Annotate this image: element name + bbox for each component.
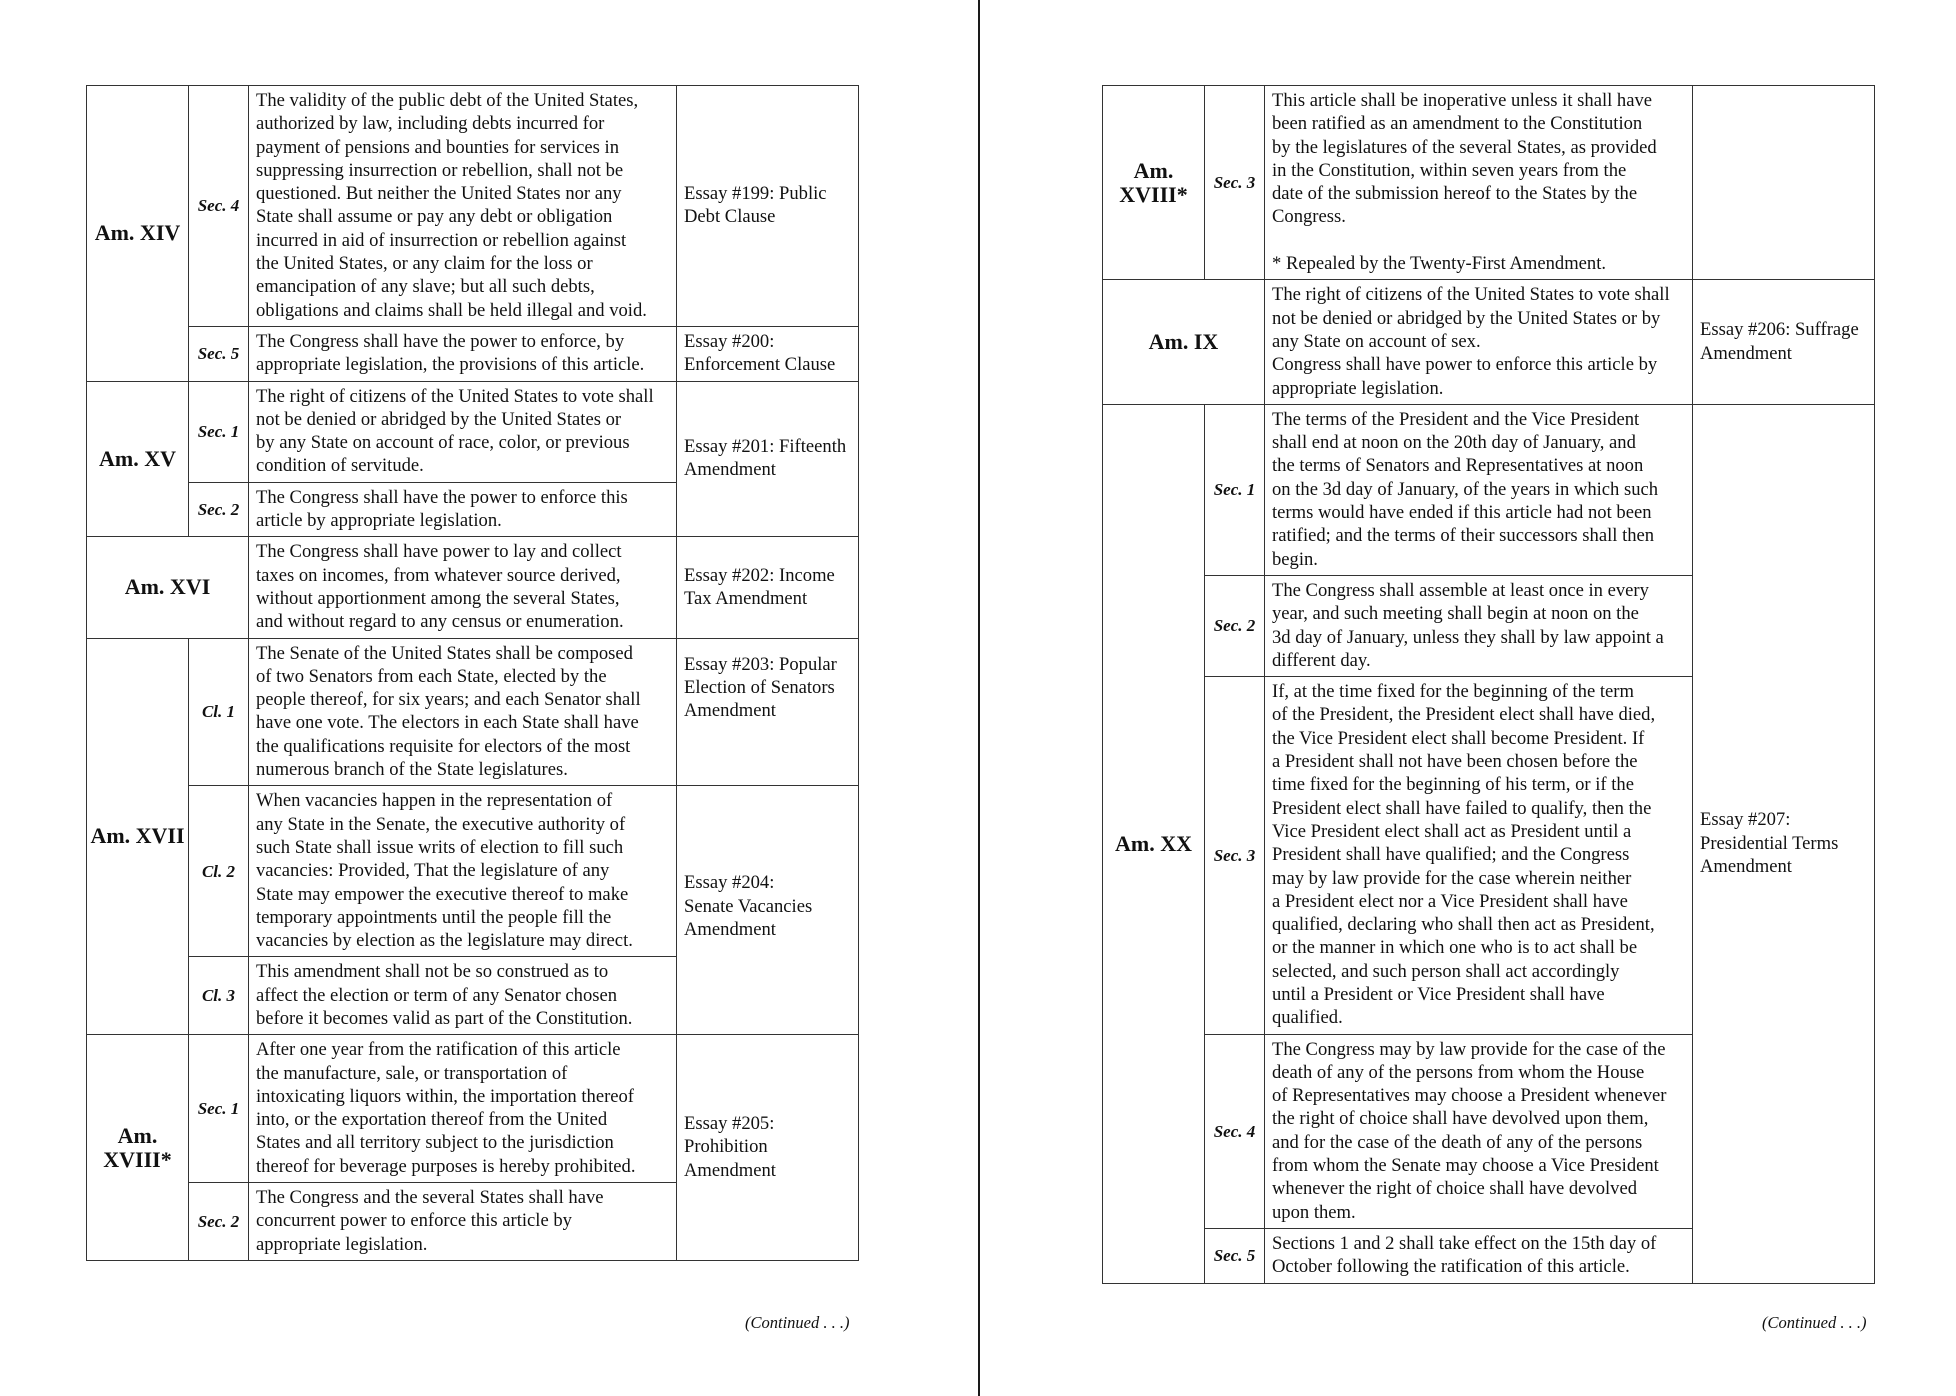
section-text: This article shall be inoperative unless it shall have been ratified as an amendment to the Constitution by the legislatures of the several States, as provided in the Constitution, within seven years from the date of the submission hereof to the States by the Congress. * Repealed by the Twenty-First Amendment. [1265, 86, 1693, 280]
section-label: Sec. 2 [189, 1183, 249, 1261]
table-row-am14-sec4 [87, 86, 859, 327]
section-label: Sec. 3 [1205, 677, 1265, 1034]
left-page-amendments-table [86, 85, 859, 1261]
section-text: The Senate of the United States shall be composed of two Senators from each State, elected by the people thereof, for six years; and each Senator shall have one vote. The electors in each State shall have the qualifications requisite for electors of the most numerous branch of the State legislatures. [249, 638, 677, 786]
section-label: Sec. 1 [1205, 404, 1265, 575]
section-text: When vacancies happen in the representation of any State in the Senate, the executive authority of such State shall issue writs of election to fill such vacancies: Provided, That the legislature of any State may empower the executive thereof to make temporary appointments until the people fill the vacancies by election as the legislature may direct. [249, 786, 677, 957]
essay-reference: Essay #202: Income Tax Amendment [677, 537, 859, 638]
table-row-am19 [1103, 280, 1875, 404]
right-page-amendments-table [1102, 85, 1875, 1284]
clause-label: Cl. 3 [189, 957, 249, 1035]
table-row-am18-sec1 [87, 1035, 859, 1183]
clause-label: Cl. 2 [189, 786, 249, 957]
table-row-am14-sec5 [87, 326, 859, 381]
table-row-am18-sec3 [1103, 86, 1875, 280]
section-text: The terms of the President and the Vice President shall end at noon on the 20th day of January, and the terms of Senators and Representatives at noon on the 3d day of January, of the years in which such terms would have ended if this article had not been ratified; and the terms of their successors shall then begin. [1265, 404, 1693, 575]
section-label: Sec. 2 [1205, 575, 1265, 676]
section-label: Sec. 5 [189, 326, 249, 381]
amendment-label-am17: Am. XVII [87, 638, 189, 1035]
section-text: The Congress shall assemble at least once in every year, and such meeting shall begin at noon on the 3d day of January, unless they shall by law appoint a different day. [1265, 575, 1693, 676]
section-label: Sec. 4 [1205, 1034, 1265, 1228]
section-label: Sec. 3 [1205, 86, 1265, 280]
amendment-label-am15: Am. XV [87, 381, 189, 537]
section-text: If, at the time fixed for the beginning of the term of the President, the President elect shall have died, the Vice President elect shall become President. If a President shall not have been chosen before the time fixed for the beginning of his term, or if the President elect shall have failed to qualify, then the Vice President elect shall act as President until a President shall have qualified; and the Congress may by law provide for the case wherein neither a President elect nor a Vice President shall have qualified, declaring who shall then act as President, or the manner in which one who is to act shall be selected, and such person shall act accordingly until a President or Vice President shall have qualified. [1265, 677, 1693, 1034]
section-text: The Congress shall have the power to enforce this article by appropriate legislation. [249, 482, 677, 537]
section-label: Sec. 5 [1205, 1228, 1265, 1283]
essay-reference: Essay #205: Prohibition Amendment [677, 1035, 859, 1261]
table-row-am20-sec1 [1103, 404, 1875, 575]
amendment-label-am20: Am. XX [1103, 404, 1205, 1283]
continued-note-left: (Continued . . .) [745, 1313, 850, 1332]
essay-reference: Essay #201: Fifteenth Amendment [677, 381, 859, 537]
section-text: The validity of the public debt of the United States, authorized by law, including debts incurred for payment of pensions and bounties for services in suppressing insurrection or rebellion, shall not be questioned. But neither the United States nor any State shall assume or pay any debt or obligation incurred in aid of insurrection or rebellion against the United States, or any claim for the loss or emancipation of any slave; but all such debts, obligations and claims shall be held illegal and void. [249, 86, 677, 327]
section-text: The right of citizens of the United States to vote shall not be denied or abridged by the United States or by any State on account of race, color, or previous condition of servitude. [249, 381, 677, 482]
page-spine-divider [978, 0, 980, 1396]
table-row-am16 [87, 537, 859, 638]
section-text: The Congress shall have the power to enforce, by appropriate legislation, the provisions of this article. [249, 326, 677, 381]
amendment-label-am18: Am. XVIII* [1103, 86, 1205, 280]
section-text: The Congress may by law provide for the case of the death of any of the persons from whom the House of Representatives may choose a President whenever the right of choice shall have devolved upon them, and for the case of the death of any of the persons from whom the Senate may choose a Vice President whenever the right of choice shall have devolved upon them. [1265, 1034, 1693, 1228]
section-text: After one year from the ratification of this article the manufacture, sale, or transportation of intoxicating liquors within, the importation thereof into, or the exportation thereof from the United States and all territory subject to the jurisdiction thereof for beverage purposes is hereby prohibited. [249, 1035, 677, 1183]
continued-note-right: (Continued . . .) [1762, 1313, 1867, 1332]
essay-reference: Essay #200: Enforcement Clause [677, 326, 859, 381]
essay-reference [1693, 86, 1875, 280]
clause-label: Cl. 1 [189, 638, 249, 786]
amendment-label-am18: Am. XVIII* [87, 1035, 189, 1261]
amendment-label-am14: Am. XIV [87, 86, 189, 382]
essay-reference: Essay #199: Public Debt Clause [677, 86, 859, 327]
essay-reference: Essay #203: Popular Election of Senators Amendment [677, 638, 859, 786]
table-row-am17-cl2 [87, 786, 859, 957]
essay-reference: Essay #206: Suffrage Amendment [1693, 280, 1875, 404]
section-label: Sec. 4 [189, 86, 249, 327]
essay-reference: Essay #204: Senate Vacancies Amendment [677, 786, 859, 1035]
table-row-am17-cl1 [87, 638, 859, 786]
section-text: This amendment shall not be so construed as to affect the election or term of any Senator chosen before it becomes valid as part of the Constitution. [249, 957, 677, 1035]
section-text: The Congress shall have power to lay and collect taxes on incomes, from whatever source derived, without apportionment among the several States, and without regard to any census or enumeration. [249, 537, 677, 638]
section-text: Sections 1 and 2 shall take effect on the 15th day of October following the ratification of this article. [1265, 1228, 1693, 1283]
section-text: The Congress and the several States shall have concurrent power to enforce this article by appropriate legislation. [249, 1183, 677, 1261]
section-label: Sec. 1 [189, 1035, 249, 1183]
table-row-am15-sec1 [87, 381, 859, 482]
amendment-label-am16: Am. XVI [87, 537, 249, 638]
essay-reference: Essay #207: Presidential Terms Amendment [1693, 404, 1875, 1283]
section-text: The right of citizens of the United States to vote shall not be denied or abridged by the United States or by any State on account of sex. Congress shall have power to enforce this article by appropriate legislation. [1265, 280, 1693, 404]
amendment-label-am19: Am. IX [1103, 280, 1265, 404]
section-label: Sec. 2 [189, 482, 249, 537]
section-label: Sec. 1 [189, 381, 249, 482]
